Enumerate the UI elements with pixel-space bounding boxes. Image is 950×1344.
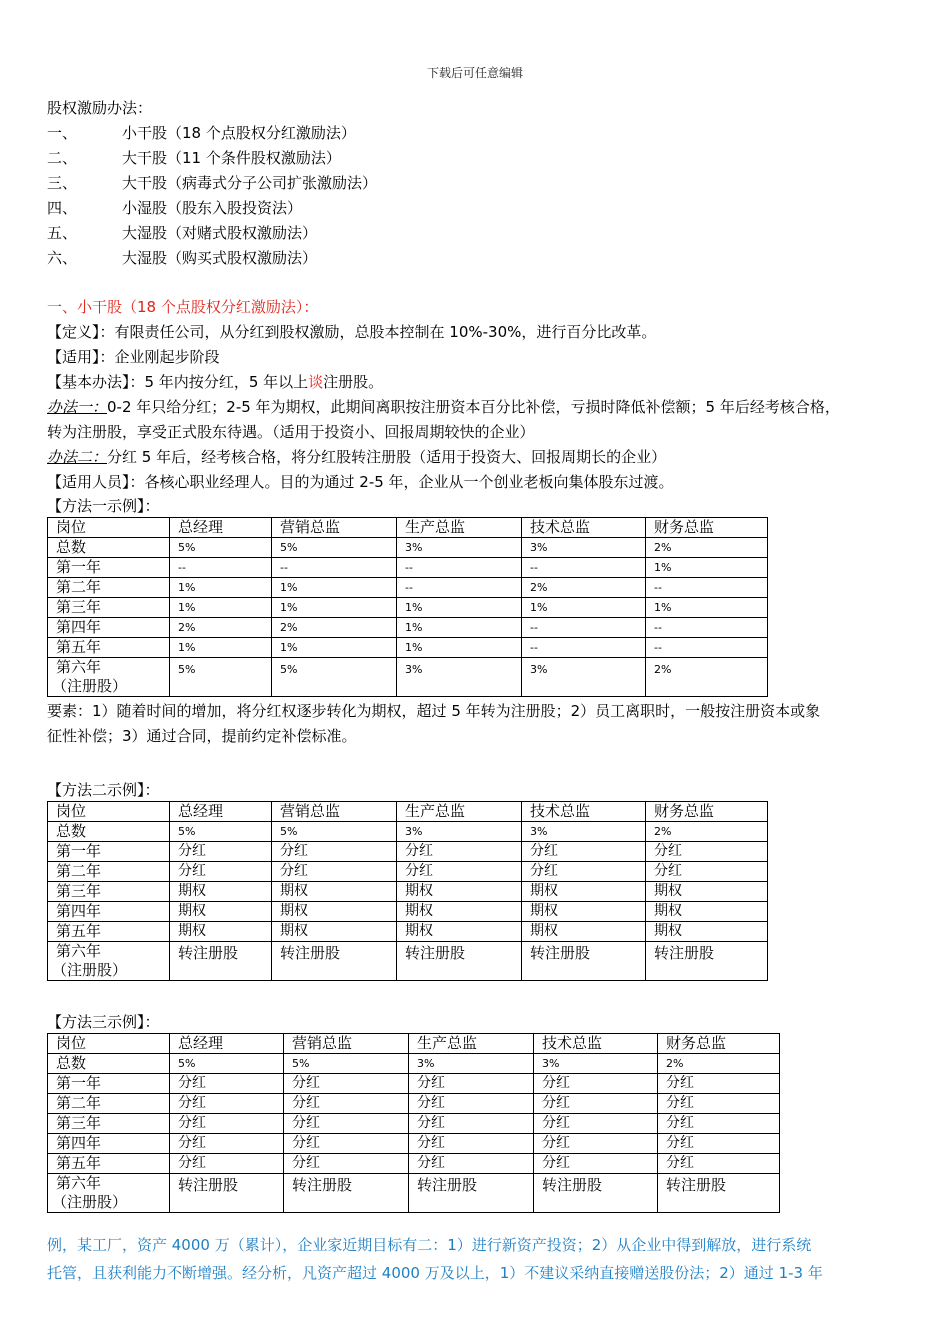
table-cell: 5% (170, 822, 272, 842)
table-cell: 1% (272, 598, 397, 618)
table-cell: 分红 (522, 842, 646, 862)
table-cell: 期权 (646, 902, 768, 922)
table-cell: -- (522, 618, 646, 638)
table-cell: 期权 (397, 922, 522, 942)
table-cell: 1% (170, 598, 272, 618)
table-cell: 分红 (534, 1094, 658, 1114)
row-label-cell: 总数 (48, 538, 170, 558)
table-cell: 分红 (409, 1114, 534, 1134)
row-label-cell: 第一年 (48, 558, 170, 578)
table-cell: 分红 (534, 1114, 658, 1134)
table-cell: 期权 (522, 922, 646, 942)
table-cell: 期权 (397, 882, 522, 902)
toc-list (47, 121, 915, 271)
table-cell: 期权 (646, 882, 768, 902)
table-cell: 期权 (170, 902, 272, 922)
method-two-text: 办法二：分红 5 年后，经考核合格，将分红股转注册股（适用于投资大、回报周期长的企业） (47, 448, 667, 466)
table-cell: 转注册股 (272, 942, 397, 981)
method-one-text-cont: 转为注册股，享受正式股东待遇。（适用于投资小、回报周期较快的企业） (47, 423, 535, 441)
personnel-text: 【适用人员】：各核心职业经理人。目的为通过 2-5 年，企业从一个创业老板向集体股东过渡。 (47, 473, 674, 491)
table-row (48, 922, 768, 942)
table-row (48, 1134, 780, 1154)
table-row (48, 902, 768, 922)
table-cell: 转注册股 (170, 942, 272, 981)
toc-item: 六、 大湿股（购买式股权激励法） (47, 249, 318, 267)
table-cell: 转注册股 (646, 942, 768, 981)
table-header-cell: 总经理 (170, 1034, 284, 1054)
table-header-cell: 生产总监 (397, 518, 522, 538)
table-cell: 分红 (284, 1114, 409, 1134)
table-cell: 2% (522, 578, 646, 598)
elements-text: 要素：1）随着时间的增加，将分红权逐步转化为期权，超过 5 年转为注册股；2）员工离职时，一般按注册资本或象 (47, 702, 821, 720)
table-row (48, 842, 768, 862)
table-cell: 5% (272, 538, 397, 558)
method-two-table (47, 801, 768, 981)
table-cell: 分红 (658, 1074, 780, 1094)
table-header-cell: 生产总监 (397, 802, 522, 822)
method-one-text: 办法一：0-2 年只给分红；2-5 年为期权，此期间离职按注册资本百分比补偿，亏损时降低补偿额；5 年后经考核合格， (47, 398, 840, 416)
method-two-label: 办法二： (47, 448, 108, 466)
toc-item: 五、 大湿股（对赌式股权激励法） (47, 224, 318, 242)
table-row (48, 558, 768, 578)
row-label-cell: 第五年 (48, 922, 170, 942)
table-row (48, 822, 768, 842)
table-cell: 分红 (284, 1074, 409, 1094)
method-three-table (47, 1033, 780, 1213)
row-label-cell: 第四年 (48, 1134, 170, 1154)
table-cell: 分红 (170, 1074, 284, 1094)
table-cell: 分红 (409, 1094, 534, 1114)
table-row (48, 882, 768, 902)
table-cell: 3% (522, 822, 646, 842)
elements-text-cont: 征性补偿；3）通过合同，提前约定补偿标准。 (47, 727, 357, 745)
example-text-cont: 托管，且获利能力不断增强。经分析，凡资产超过 4000 万及以上，1）不建议采纳直接赠送股份法；2）通过 1-3 年 (47, 1264, 823, 1282)
table-cell: 1% (646, 598, 768, 618)
table-cell: -- (272, 558, 397, 578)
row-label-cell: 第三年 (48, 882, 170, 902)
table-header-cell: 技术总监 (522, 518, 646, 538)
row-label-cell: 第四年 (48, 902, 170, 922)
table-cell: -- (646, 638, 768, 658)
table-cell: 3% (522, 658, 646, 697)
table-cell: -- (170, 558, 272, 578)
table-one-title: 【方法一示例】： (47, 497, 160, 515)
table-cell: 3% (397, 822, 522, 842)
table-cell: 期权 (170, 922, 272, 942)
table-cell: 期权 (522, 902, 646, 922)
table-cell: 期权 (272, 882, 397, 902)
table-cell: -- (522, 638, 646, 658)
table-row (48, 1114, 780, 1134)
table-cell: 分红 (170, 842, 272, 862)
highlight-word: 谈 (308, 373, 324, 391)
row-label-cell: 第一年 (48, 1074, 170, 1094)
table-cell: 3% (397, 658, 522, 697)
table-row (48, 598, 768, 618)
table-header-cell: 岗位 (48, 518, 170, 538)
table-header-cell: 营销总监 (272, 518, 397, 538)
table-cell: 转注册股 (284, 1174, 409, 1213)
table-cell: 分红 (646, 862, 768, 882)
table-cell: 2% (272, 618, 397, 638)
row-label-cell: 第二年 (48, 862, 170, 882)
row-label-cell: 第一年 (48, 842, 170, 862)
table-cell: 1% (397, 618, 522, 638)
table-cell: 分红 (534, 1154, 658, 1174)
table-cell: 转注册股 (409, 1174, 534, 1213)
table-header-cell: 岗位 (48, 1034, 170, 1054)
toc-item: 三、 大干股（病毒式分子公司扩张激励法） (47, 174, 378, 192)
table-row (48, 538, 768, 558)
table-header-cell: 财务总监 (646, 518, 768, 538)
table-cell: 期权 (397, 902, 522, 922)
toc-item: 二、 大干股（11 个条件股权激励法） (47, 149, 341, 167)
table-cell: 1% (272, 638, 397, 658)
table-cell: 分红 (646, 842, 768, 862)
table-cell: 期权 (272, 922, 397, 942)
table-cell: 5% (272, 658, 397, 697)
table-cell: 分红 (409, 1154, 534, 1174)
table-header-cell: 岗位 (48, 802, 170, 822)
table-header-cell: 生产总监 (409, 1034, 534, 1054)
table-cell: -- (397, 578, 522, 598)
table-row-final (48, 658, 768, 697)
table-cell: 分红 (170, 1134, 284, 1154)
table-header-cell: 总经理 (170, 518, 272, 538)
table-cell: 期权 (646, 922, 768, 942)
intro-title: 股权激励办法： (47, 99, 153, 117)
table-header-row (48, 518, 768, 538)
table-header-cell: 营销总监 (272, 802, 397, 822)
row-label-cell: 第六年 （注册股） (48, 658, 170, 697)
applicable-text: 【适用】：企业刚起步阶段 (47, 348, 220, 366)
table-row-final (48, 942, 768, 981)
table-cell: 分红 (658, 1134, 780, 1154)
table-cell: 分红 (170, 1114, 284, 1134)
table-cell: 期权 (170, 882, 272, 902)
table-row (48, 618, 768, 638)
table-cell: 分红 (522, 862, 646, 882)
table-cell: 分红 (534, 1074, 658, 1094)
table-cell: 2% (170, 618, 272, 638)
row-label-cell: 第三年 (48, 1114, 170, 1134)
table-cell: 5% (272, 822, 397, 842)
table-cell: 分红 (658, 1094, 780, 1114)
table-cell: 3% (522, 538, 646, 558)
table-row (48, 1094, 780, 1114)
row-label-cell: 第六年 （注册股） (48, 1174, 170, 1213)
table-cell: 分红 (170, 862, 272, 882)
definition-text: 【定义】：有限责任公司，从分红到股权激励，总股本控制在 10%-30%，进行百分比改革。 (47, 323, 657, 341)
table-header-cell: 技术总监 (522, 802, 646, 822)
table-cell: 分红 (658, 1114, 780, 1134)
table-row (48, 638, 768, 658)
row-label-cell: 第五年 (48, 1154, 170, 1174)
row-label-cell: 第二年 (48, 578, 170, 598)
table-cell: -- (397, 558, 522, 578)
table-row (48, 1054, 780, 1074)
table-cell: 3% (409, 1054, 534, 1074)
row-label-cell: 第三年 (48, 598, 170, 618)
table-cell: 2% (658, 1054, 780, 1074)
table-cell: -- (646, 578, 768, 598)
table-row (48, 578, 768, 598)
table-cell: -- (522, 558, 646, 578)
table-row-final (48, 1174, 780, 1213)
document-body (47, 96, 915, 1287)
table-cell: 2% (646, 658, 768, 697)
table-header-cell: 营销总监 (284, 1034, 409, 1054)
table-row (48, 1074, 780, 1094)
table-cell: 分红 (284, 1154, 409, 1174)
table-cell: 3% (397, 538, 522, 558)
table-cell: 分红 (397, 842, 522, 862)
table-cell: 2% (646, 538, 768, 558)
example-text: 例，某工厂，资产 4000 万（累计），企业家近期目标有二：1）进行新资产投资；2）从企业中得到解放，进行系统 (47, 1236, 812, 1254)
table-cell: 1% (170, 638, 272, 658)
table-two-title: 【方法二示例】： (47, 781, 160, 799)
table-cell: 期权 (522, 882, 646, 902)
table-cell: 分红 (409, 1134, 534, 1154)
section-title: 一、小干股（18 个点股权分红激励法）： (47, 298, 319, 316)
table-row (48, 862, 768, 882)
table-three-title: 【方法三示例】： (47, 1013, 160, 1031)
table-cell: 1% (397, 598, 522, 618)
table-cell: 分红 (284, 1134, 409, 1154)
table-header-row (48, 1034, 780, 1054)
table-cell: 1% (522, 598, 646, 618)
toc-item: 一、 小干股（18 个点股权分红激励法） (47, 124, 356, 142)
table-header-row (48, 802, 768, 822)
row-label-cell: 总数 (48, 1054, 170, 1074)
table-cell: 分红 (170, 1154, 284, 1174)
table-cell: 1% (272, 578, 397, 598)
table-cell: 分红 (272, 842, 397, 862)
table-cell: 分红 (658, 1154, 780, 1174)
table-cell: 1% (646, 558, 768, 578)
table-cell: 转注册股 (170, 1174, 284, 1213)
table-cell: 分红 (397, 862, 522, 882)
method-one-table (47, 517, 768, 697)
table-header-cell: 总经理 (170, 802, 272, 822)
row-label-cell: 第四年 (48, 618, 170, 638)
table-cell: 转注册股 (658, 1174, 780, 1213)
table-header-cell: 财务总监 (646, 802, 768, 822)
table-cell: 5% (170, 1054, 284, 1074)
table-cell: 5% (284, 1054, 409, 1074)
table-cell: 期权 (272, 902, 397, 922)
row-label-cell: 总数 (48, 822, 170, 842)
table-row (48, 1154, 780, 1174)
table-cell: -- (646, 618, 768, 638)
table-cell: 转注册股 (534, 1174, 658, 1213)
basic-method-text: 【基本办法】：5 年内按分红，5 年以上谈注册股。 (47, 373, 384, 391)
table-cell: 分红 (284, 1094, 409, 1114)
table-cell: 分红 (170, 1094, 284, 1114)
table-cell: 转注册股 (522, 942, 646, 981)
page-header: 下载后可任意编辑 (426, 66, 523, 80)
table-cell: 5% (170, 658, 272, 697)
row-label-cell: 第六年 （注册股） (48, 942, 170, 981)
row-label-cell: 第二年 (48, 1094, 170, 1114)
row-label-cell: 第五年 (48, 638, 170, 658)
table-cell: 2% (646, 822, 768, 842)
table-cell: 3% (534, 1054, 658, 1074)
table-cell: 转注册股 (397, 942, 522, 981)
table-header-cell: 财务总监 (658, 1034, 780, 1054)
toc-item: 四、 小湿股（股东入股投资法） (47, 199, 303, 217)
table-cell: 1% (397, 638, 522, 658)
table-cell: 分红 (272, 862, 397, 882)
method-one-label: 办法一： (47, 398, 108, 416)
table-cell: 5% (170, 538, 272, 558)
table-header-cell: 技术总监 (534, 1034, 658, 1054)
table-cell: 1% (170, 578, 272, 598)
table-cell: 分红 (534, 1134, 658, 1154)
table-cell: 分红 (409, 1074, 534, 1094)
